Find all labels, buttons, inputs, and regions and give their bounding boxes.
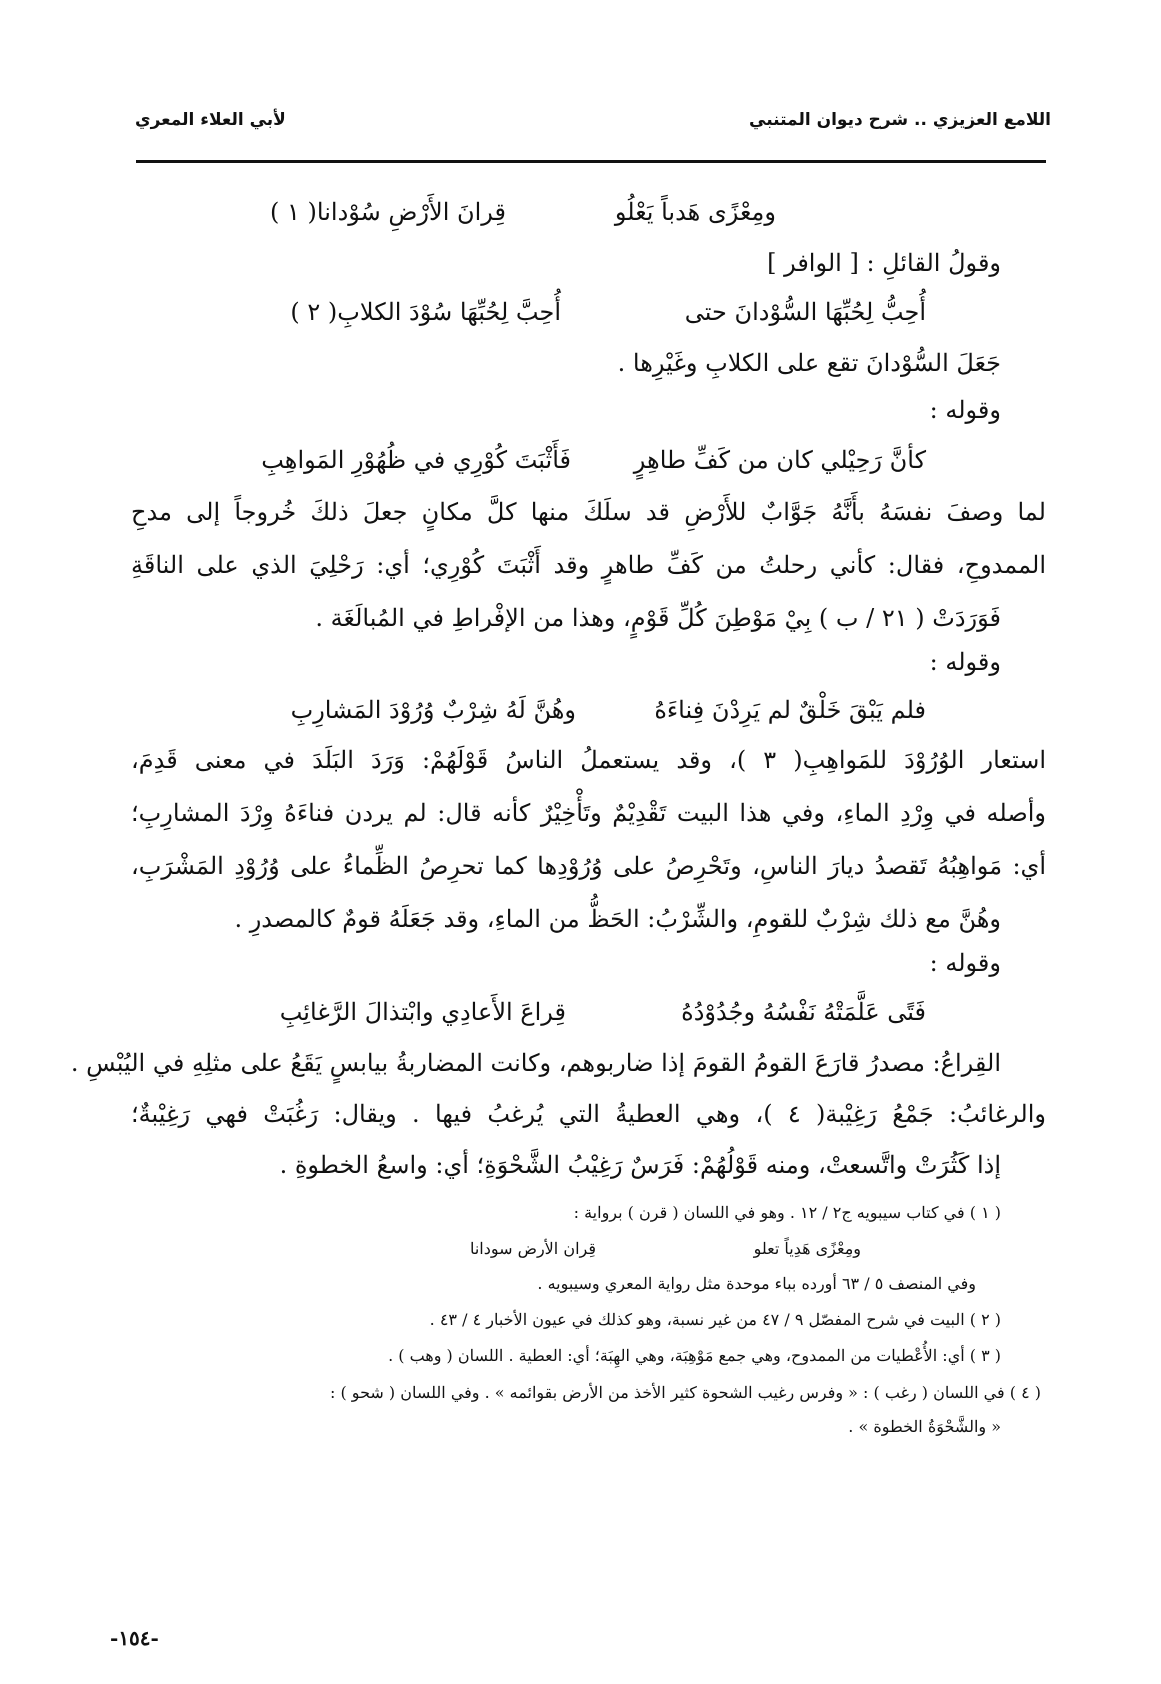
footnote-1-verse-second: قِران الأرض سودانا	[469, 1239, 596, 1258]
wa-qawluh-1: وقوله :	[929, 396, 1001, 424]
footnote-1-line-1: ( ١ ) في كتاب سيبويه ج٢ / ١٢ . وهو في اللسان ( قرن ) برواية :	[573, 1203, 1001, 1222]
footnote-2: ( ٢ ) البيت في شرح المفصّل ٩ / ٤٧ من غير نسبة، وهو كذلك في عيون الأخبار ٤ / ٤٣ .	[429, 1310, 1001, 1329]
verse-3-second-hemistich: فَأَثْبَتَ كُوْرِي في ظُهُوْرِ المَواهِبِ	[261, 446, 571, 474]
wa-qawluh-3: وقوله :	[929, 949, 1001, 977]
gloss-line: جَعَلَ السُّوْدانَ تقع على الكلابِ وغَيْرِها .	[617, 349, 1001, 377]
running-header-author: لأبي العلاء المعري	[135, 110, 286, 130]
commentary-3-line-3: إذا كَثُرَتْ واتَّسعتْ، ومنه قَوْلُهُمْ: فَرَسٌ رَغِيْبُ الشَّحْوَةِ؛ أي: واسعُ الخطوةِ .	[279, 1151, 1001, 1179]
commentary-3-line-1: القِراعُ: مصدرُ قارَعَ القومُ القومَ إذا ضاربوهم، وكانت المضاربةُ بيابسٍ يَقَعُ على مثلِهِ في اليُبْسِ .	[70, 1049, 1001, 1077]
header-rule	[136, 160, 1046, 163]
commentary-2-line-4: وهُنَّ مع ذلك شِرْبٌ للقومِ، والشِّرْبُ: الحَظُّ من الماءِ، وقد جَعَلَهُ قومٌ كالمصدرِ .	[234, 905, 1001, 933]
verse-2-second-hemistich: أُحِبَّ لِحُبِّهَا سُوْدَ الكلابِ( ٢ )	[290, 298, 561, 326]
verse-1-second-hemistich: قِرانَ الأَرْضِ سُوْدانا( ١ )	[270, 198, 506, 226]
wa-qawluh-2: وقوله :	[929, 648, 1001, 676]
footnote-4-line-2: « والشَّحْوَةُ الخطوة » .	[848, 1417, 1001, 1436]
verse-4-second-hemistich: وهُنَّ لَهُ شِرْبٌ وُرُوْدَ المَشارِبِ	[290, 696, 576, 724]
footnote-1-verse-first: ومِعْزًى هَدِياً تعلو	[753, 1239, 861, 1258]
footnote-1-line-3: وفي المنصف ٥ / ٦٣ أورده بباء موحدة مثل رواية المعري وسيبويه .	[537, 1274, 976, 1293]
commentary-2-line-2: وأصله في وِرْدِ الماءِ، وفي هذا البيت تَقْدِيْمٌ وتَأْخِيْرٌ كأنه قال: لم يردن فناءَهُ وِرْدَ المشارِبِ؛	[131, 799, 1046, 827]
verse-2-first-hemistich: أُحِبُّ لِحُبِّهَا السُّوْدانَ حتى	[684, 298, 926, 326]
commentary-3-line-2: والرغائبُ: جَمْعُ رَغِيْبة( ٤ )، وهي العطيةُ التي يُرغبُ فيها . ويقال: رَغُبَتْ فهي رَغِيْبةٌ؛	[131, 1100, 1046, 1128]
commentary-1-line-2: الممدوحِ، فقال: كأني رحلتُ من كَفِّ طاهرٍ وقد أَثْبَتَ كُوْرِي؛ أي: رَحْلِيَ الذي على الناقَةِ	[131, 551, 1046, 579]
commentary-1-line-3: فَوَرَدَتْ ( ٢١ / ب ) بِيْ مَوْطِنَ كُلِّ قَوْمٍ، وهذا من الإفْراطِ في المُبالَغَة .	[315, 604, 1001, 632]
verse-4-first-hemistich: فلم يَبْقَ خَلْقٌ لم يَرِدْنَ فِناءَهُ	[654, 696, 926, 724]
verse-5-first-hemistich: فَتًى عَلَّمَتْهُ نَفْسُهُ وجُدُوْدُهُ	[681, 998, 926, 1026]
page-number: -١٥٤-	[110, 1626, 159, 1650]
running-header-title: اللامع العزيزي .. شرح ديوان المتنبي	[749, 110, 1051, 130]
footnote-4-line-1: ( ٤ ) في اللسان ( رغب ) : « وفرس رغيب الشحوة كثير الأخذ من الأرض بقوائمه » . وفي اللسان ( شحو ) :	[330, 1383, 1041, 1402]
commentary-2-line-1: استعار الوُرُوْدَ للمَواهِبِ( ٣ )، وقد يستعملُ الناسُ قَوْلَهُمْ: وَرَدَ البَلَدَ في معنى قَدِمَ،	[131, 746, 1047, 774]
footnote-3: ( ٣ ) أي: الأُعْطيات من الممدوح، وهي جمع مَوْهِبَة، وهي الهِبَة؛ أي: العطية . اللسان ( وهب ) .	[388, 1346, 1001, 1365]
commentary-2-line-3: أي: مَواهِبُهُ تَقصدُ ديارَ الناسِ، وتَحْرِصُ على وُرُوْدِها كما تحرِصُ الظِّماءُ على وُرُوْدِ المَشْرَبِ،	[131, 852, 1046, 880]
verse-1-first-hemistich: ومِعْزًى هَدباً يَعْلُو	[614, 198, 776, 226]
verse-3-first-hemistich: كأنَّ رَحِيْلي كان من كَفِّ طاهِرٍ	[633, 446, 926, 474]
commentary-1-line-1: لما وصفَ نفسَهُ بأَنَّهُ جَوَّابٌ للأَرْضِ قد سلَكَ منها كلَّ مكانٍ جعلَ ذلكَ خُروجاً إلى مدحِ	[131, 498, 1046, 526]
verse-5-second-hemistich: قِراعَ الأَعادِي وابْتذالَ الرَّغائِبِ	[279, 998, 566, 1026]
quote-intro: وقولُ القائلِ : [ الوافر ]	[767, 249, 1001, 277]
